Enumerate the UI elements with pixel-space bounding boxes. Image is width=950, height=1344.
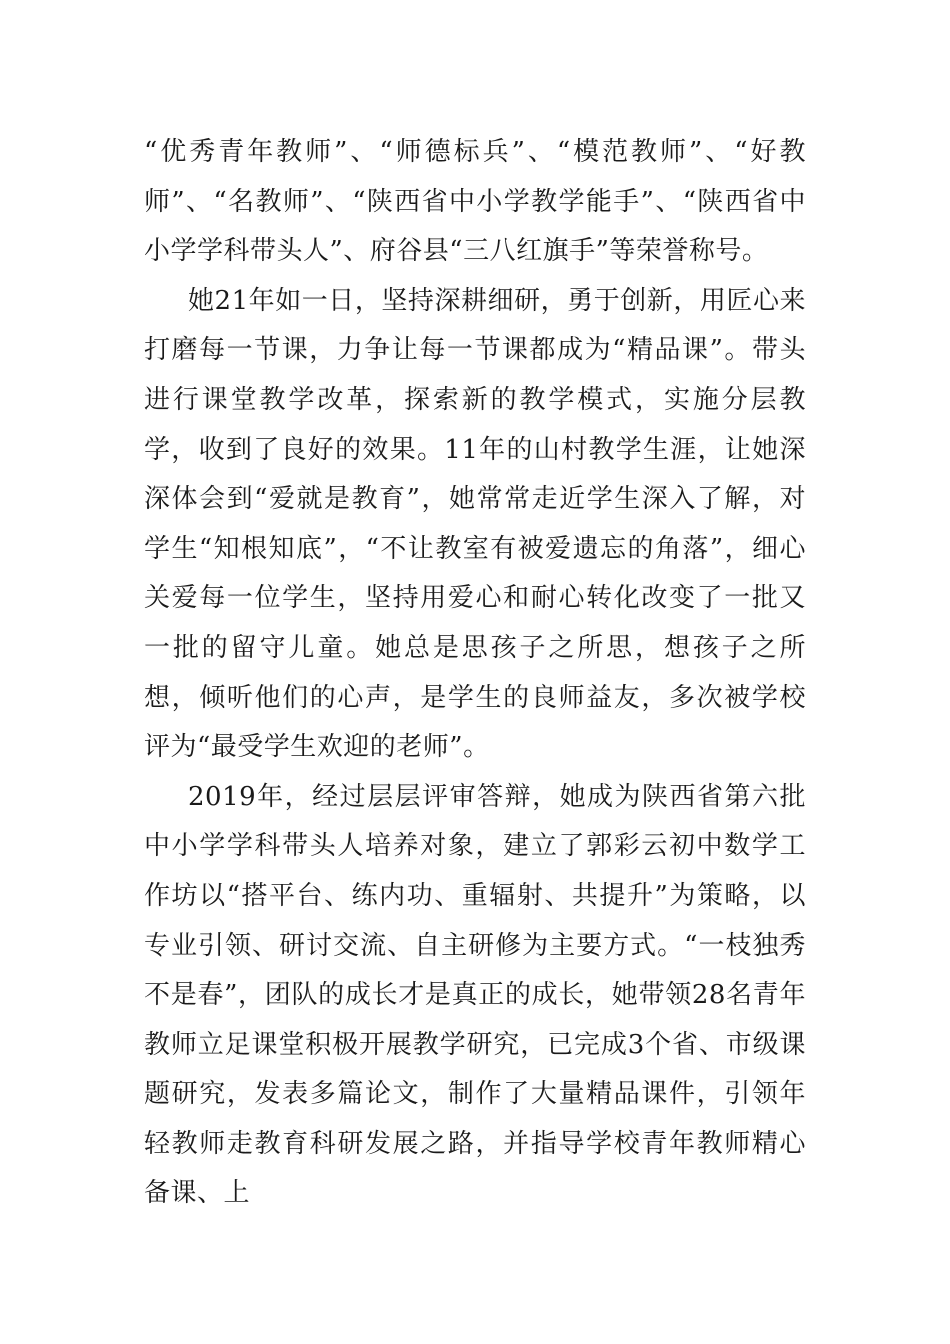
paragraph-honors-continuation: “优秀青年教师”、“师德标兵”、“模范教师”、“好教师”、“名教师”、“陕西省中小学教学能手”、“陕西省中小学学科带头人”、府谷县“三八红旗手”等荣誉称号。 xyxy=(144,137,806,267)
paragraph-teaching-practice: 她21年如一日，坚持深耕细研，勇于创新，用匠心来打磨每一节课，力争让每一节课都成为“精品课”。带头进行课堂教学改革，探索新的教学模式，实施分层教学，收到了良好的效果。11年的山村教学生涯，让她深深体会到“爱就是教育”，她常常走近学生深入了解，对学生“知根知底”，“不让教室有被爱遗忘的角落”，细心关爱每一位学生，坚持用爱心和耐心转化改变了一批又一批的留守儿童。她总是思孩子之所思，想孩子之所想，倾听他们的心声，是学生的良师益友，多次被学校评为“最受学生欢迎的老师”。 xyxy=(144,285,806,763)
paragraph-studio-leadership: 2019年，经过层层评审答辩，她成为陕西省第六批中小学学科带头人培养对象，建立了郭彩云初中数学工作坊以“搭平台、练内功、重辐射、共提升”为策略，以专业引领、研讨交流、自主研修为主要方式。“一枝独秀不是春”，团队的成长才是真正的成长，她带领28名青年教师立足课堂积极开展教学研究，已完成3个省、市级课题研究，发表多篇论文，制作了大量精品课件，引领年轻教师走教育科研发展之路，并指导学校青年教师精心备课、上 xyxy=(144,781,806,1209)
document-body xyxy=(144,128,806,1219)
